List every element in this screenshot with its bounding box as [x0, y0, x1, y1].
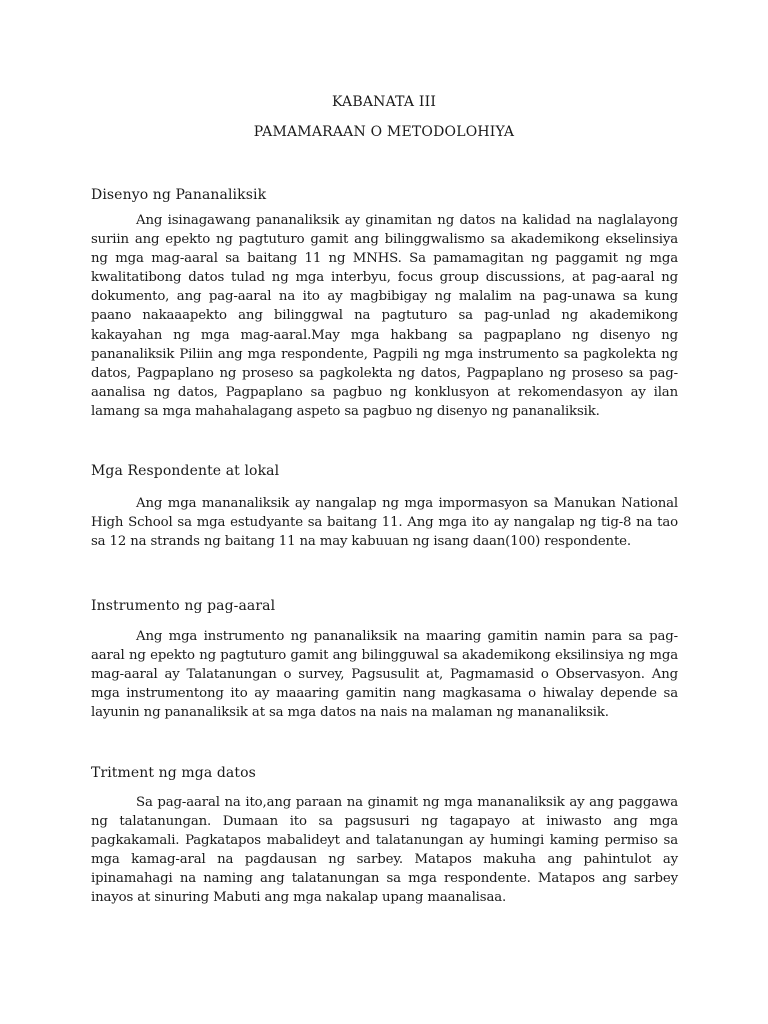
section-body-instrumento: Ang mga instrumento ng pananaliksik na maaring gamitin namin para sa pag-aaral ng epekto ng pagtuturo gamit ang bilingguwal sa akademikong eksilinsiya ng mga mag-aaral ay Talatanungan o survey, Pagsusulit at, Pagmamasid o Observasyon. Ang mga instrumentong ito ay maaaring gamitin nang magkasama o hiwalay depende sa layunin ng pananaliksik at sa mga datos na nais na malaman ng mananaliksik. — [91, 629, 678, 721]
section-body-disenyo: Ang isinagawang pananaliksik ay ginamitan ng datos na kalidad na naglalayong suriin ang epekto ng pagtuturo gamit ang bilinggwalismo sa akademikong ekselinsiya ng mga mag-aaral sa baitang 11 ng MNHS. Sa pamamagitan ng paggamit ng mga kwalitatibong datos tulad ng mga interbyu, focus group discussions, at pag-aaral ng dokumento, ang pag-aaral na ito ay magbibigay ng malalim na pag-unawa sa kung paano nakaaapekto ang bilinggwal na pagtuturo sa pag-unlad ng akademikong kakayahan ng mga mag-aaral.May mga hakbang sa pagpaplano ng disenyo ng pananaliksik Piliin ang mga respondente, Pagpili ng mga instrumento sa pagkolekta ng datos, Pagpaplano ng proseso sa pagkolekta ng datos, Pagpaplano ng proseso sa pag-aanalisa ng datos, Pagpaplano sa pagbuo ng konklusyon at rekomendasyon ay ilan lamang sa mga mahahalagang aspeto sa pagbuo ng disenyo ng pananaliksik. — [91, 213, 678, 419]
section-heading-disenyo: Disenyo ng Pananaliksik — [91, 187, 267, 203]
section-body-tritment: Sa pag-aaral na ito,ang paraan na ginamit ng mga mananaliksik ay ang paggawa ng talatanungan. Dumaan ito sa pagsusuri ng tagapayo at iniwasto ang mga pagkakamali. Pagkatapos mabalideyt and talatanungan ay humingi kaming permiso sa mga kamag-aral na pagdausan ng sarbey. Matapos makuha ang pahintulot ay ipinamahagi na naming ang talatanungan sa mga respondente. Matapos ang sarbey inayos at sinuring Mabuti ang mga nakalap upang maanalisaa. — [91, 795, 678, 906]
section-heading-instrumento: Instrumento ng pag-aaral — [91, 598, 276, 614]
chapter-title: PAMAMARAAN O METODOLOHIYA — [253, 124, 515, 140]
section-heading-respondente: Mga Respondente at lokal — [91, 463, 280, 479]
section-heading-tritment: Tritment ng mga datos — [91, 765, 256, 781]
chapter-label: KABANATA III — [331, 94, 437, 110]
section-body-respondente: Ang mga mananaliksik ay nangalap ng mga impormasyon sa Manukan National High School sa mga estudyante sa baitang 11. Ang mga ito ay nangalap ng tig-8 na tao sa 12 na strands ng baitang 11 na may kabuuan ng isang daan(100) respondente. — [91, 496, 678, 550]
